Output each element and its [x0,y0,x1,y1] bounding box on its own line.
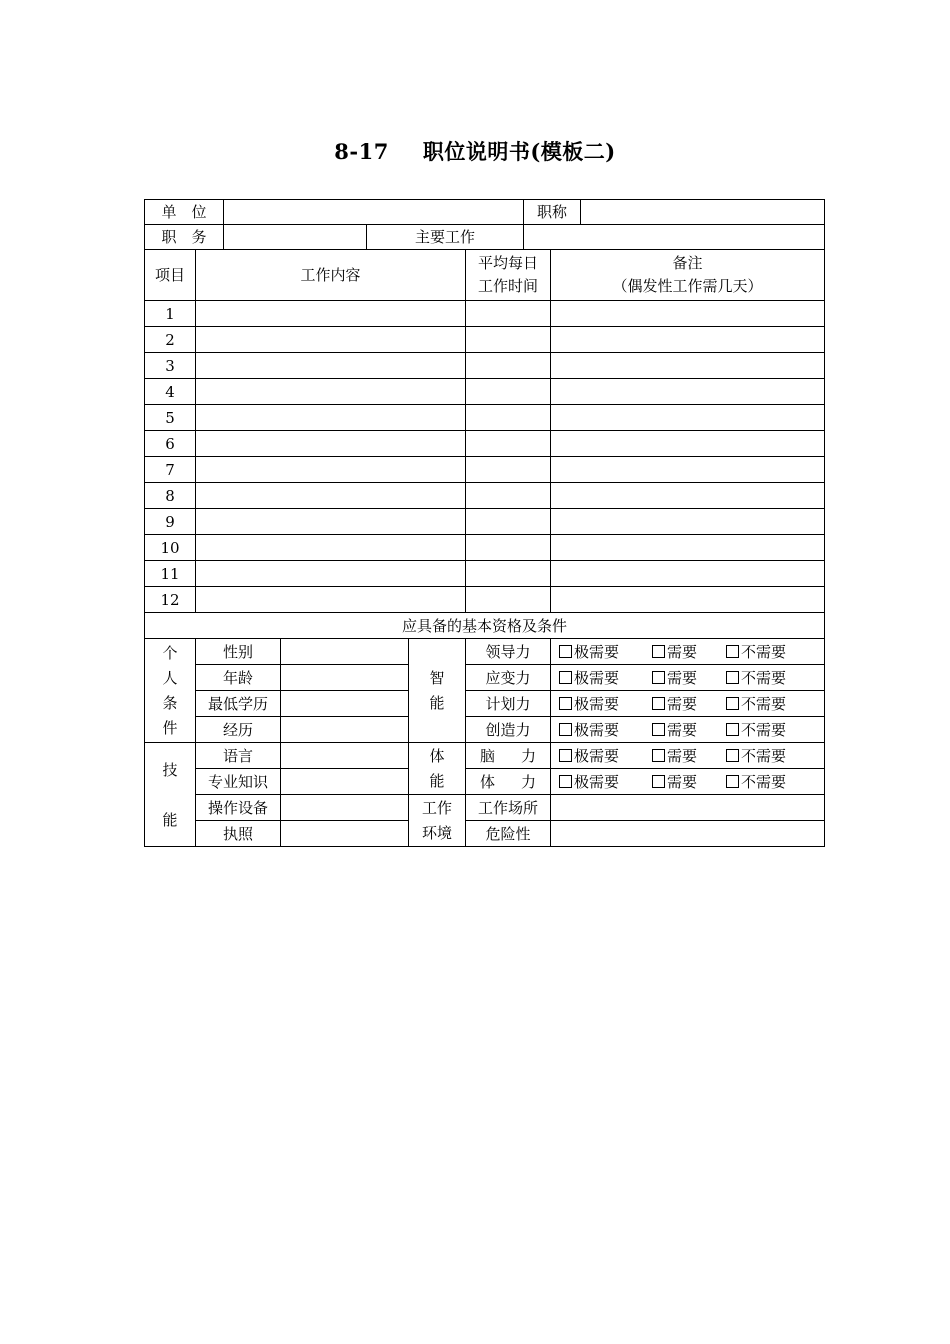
table-row [145,483,825,509]
checkbox-icon[interactable] [559,723,572,736]
skill-item-label: 语言 [196,743,281,769]
main-work-label: 主要工作 [367,225,524,250]
time-cell[interactable] [466,509,551,535]
table-row [145,821,825,847]
job-description-form [144,199,824,844]
option-needed[interactable]: 需要 [652,694,726,714]
skill-item-label: 执照 [196,821,281,847]
skill-item-label: 专业知识 [196,769,281,795]
col-time-header: 平均每日 工作时间 [466,250,551,301]
table-row [145,353,825,379]
content-cell[interactable] [196,327,466,353]
intel-options-2[interactable] [551,691,825,717]
intel-options-3[interactable] [551,717,825,743]
option-not-needed[interactable]: 不需要 [726,668,786,688]
job-title-label: 职称 [524,200,581,225]
content-cell[interactable] [196,535,466,561]
option-needed[interactable]: 需要 [652,720,726,740]
option-urgent[interactable]: 极需要 [559,720,652,740]
option-not-needed[interactable]: 不需要 [726,720,786,740]
table-row [145,639,825,665]
form-number: 8-17 [334,139,389,164]
table-row [145,795,825,821]
row-number: 4 [145,379,196,405]
skill-item-field[interactable] [281,743,409,769]
content-cell[interactable] [196,431,466,457]
personal-item-field[interactable] [281,665,409,691]
content-cell[interactable] [196,457,466,483]
content-cell[interactable] [196,353,466,379]
row-number: 6 [145,431,196,457]
qualifications-section-title: 应具备的基本资格及条件 [145,613,825,639]
option-urgent[interactable]: 极需要 [559,772,652,792]
note-cell[interactable] [551,535,825,561]
table-row [145,431,825,457]
intel-item-label: 计划力 [466,691,551,717]
checkbox-icon[interactable] [652,697,665,710]
physical-group-label: 体 能 [409,743,466,795]
duty-label: 职 务 [145,225,224,250]
checkbox-icon[interactable] [559,671,572,684]
checkbox-icon[interactable] [652,775,665,788]
table-row [145,743,825,769]
content-cell[interactable] [196,509,466,535]
row-number: 2 [145,327,196,353]
time-cell[interactable] [466,561,551,587]
row-number: 1 [145,301,196,327]
time-cell[interactable] [466,483,551,509]
duty-field[interactable] [224,225,367,250]
row-number: 10 [145,535,196,561]
checkbox-icon[interactable] [652,645,665,658]
page-title [0,136,950,166]
form-title: 职位说明书(模板二) [422,139,616,164]
checkbox-icon[interactable] [726,749,739,762]
environment-item-field[interactable] [551,795,825,821]
personal-item-field[interactable] [281,639,409,665]
skill-item-label: 操作设备 [196,795,281,821]
environment-item-field[interactable] [551,821,825,847]
col-item-header: 项目 [145,250,196,301]
table-row [145,587,825,613]
checkbox-icon[interactable] [652,671,665,684]
table-row [145,327,825,353]
row-number: 7 [145,457,196,483]
checkbox-icon[interactable] [559,749,572,762]
job-title-field[interactable] [581,200,825,225]
row-number: 11 [145,561,196,587]
table-row [145,769,825,795]
note-cell[interactable] [551,301,825,327]
note-cell[interactable] [551,379,825,405]
option-not-needed[interactable]: 不需要 [726,746,786,766]
note-cell[interactable] [551,431,825,457]
option-not-needed[interactable]: 不需要 [726,694,786,714]
option-urgent[interactable]: 极需要 [559,642,652,662]
option-needed[interactable]: 需要 [652,772,726,792]
environment-group-label: 工作 环境 [409,795,466,847]
physical-item-label: 体 力 [466,769,551,795]
checkbox-icon[interactable] [559,645,572,658]
table-row [145,691,825,717]
row-number: 5 [145,405,196,431]
time-cell[interactable] [466,405,551,431]
note-cell[interactable] [551,405,825,431]
personal-item-field[interactable] [281,717,409,743]
physical-options-1[interactable] [551,769,825,795]
intel-item-label: 创造力 [466,717,551,743]
environment-item-label: 危险性 [466,821,551,847]
time-cell[interactable] [466,535,551,561]
row-number: 8 [145,483,196,509]
note-cell[interactable] [551,509,825,535]
main-work-field[interactable] [524,225,825,250]
note-cell[interactable] [551,483,825,509]
col-content-header: 工作内容 [196,250,466,301]
personal-item-label: 最低学历 [196,691,281,717]
personal-item-field[interactable] [281,691,409,717]
content-cell[interactable] [196,561,466,587]
note-cell[interactable] [551,327,825,353]
time-cell[interactable] [466,587,551,613]
time-cell[interactable] [466,301,551,327]
environment-item-label: 工作场所 [466,795,551,821]
row-number: 9 [145,509,196,535]
time-cell[interactable] [466,457,551,483]
unit-field[interactable] [224,200,524,225]
intel-item-label: 应变力 [466,665,551,691]
row-number: 3 [145,353,196,379]
checkbox-icon[interactable] [726,775,739,788]
table-row [145,509,825,535]
checkbox-icon[interactable] [726,697,739,710]
option-urgent[interactable]: 极需要 [559,668,652,688]
tasks-table [144,249,825,639]
content-cell[interactable] [196,379,466,405]
intel-options-0[interactable] [551,639,825,665]
table-row [145,379,825,405]
checkbox-icon[interactable] [726,671,739,684]
time-cell[interactable] [466,379,551,405]
option-needed[interactable]: 需要 [652,668,726,688]
time-cell[interactable] [466,353,551,379]
option-not-needed[interactable]: 不需要 [726,642,786,662]
qualifications-table [144,638,825,847]
note-cell[interactable] [551,587,825,613]
header-table [144,199,825,250]
checkbox-icon[interactable] [559,697,572,710]
skill-group-label: 技 能 [145,743,196,847]
skill-item-field[interactable] [281,821,409,847]
checkbox-icon[interactable] [559,775,572,788]
checkbox-icon[interactable] [652,723,665,736]
table-row [145,561,825,587]
content-cell[interactable] [196,405,466,431]
table-row [145,535,825,561]
option-urgent[interactable]: 极需要 [559,746,652,766]
time-cell[interactable] [466,327,551,353]
table-row [145,665,825,691]
personal-item-label: 经历 [196,717,281,743]
skill-item-field[interactable] [281,769,409,795]
physical-options-0[interactable] [551,743,825,769]
row-number: 12 [145,587,196,613]
checkbox-icon[interactable] [726,723,739,736]
option-needed[interactable]: 需要 [652,642,726,662]
personal-group-label: 个 人 条 件 [145,639,196,743]
content-cell[interactable] [196,301,466,327]
content-cell[interactable] [196,587,466,613]
checkbox-icon[interactable] [652,749,665,762]
option-urgent[interactable]: 极需要 [559,694,652,714]
content-cell[interactable] [196,483,466,509]
table-row [145,405,825,431]
personal-item-label: 年龄 [196,665,281,691]
physical-item-label: 脑 力 [466,743,551,769]
option-not-needed[interactable]: 不需要 [726,772,786,792]
personal-item-label: 性别 [196,639,281,665]
intel-item-label: 领导力 [466,639,551,665]
time-cell[interactable] [466,431,551,457]
intel-options-1[interactable] [551,665,825,691]
table-row [145,717,825,743]
intel-group-label: 智 能 [409,639,466,743]
checkbox-icon[interactable] [726,645,739,658]
table-row [145,301,825,327]
table-row [145,457,825,483]
col-note-header: 备注 （偶发性工作需几天） [551,250,825,301]
option-needed[interactable]: 需要 [652,746,726,766]
skill-item-field[interactable] [281,795,409,821]
note-cell[interactable] [551,561,825,587]
note-cell[interactable] [551,457,825,483]
unit-label: 单 位 [145,200,224,225]
note-cell[interactable] [551,353,825,379]
